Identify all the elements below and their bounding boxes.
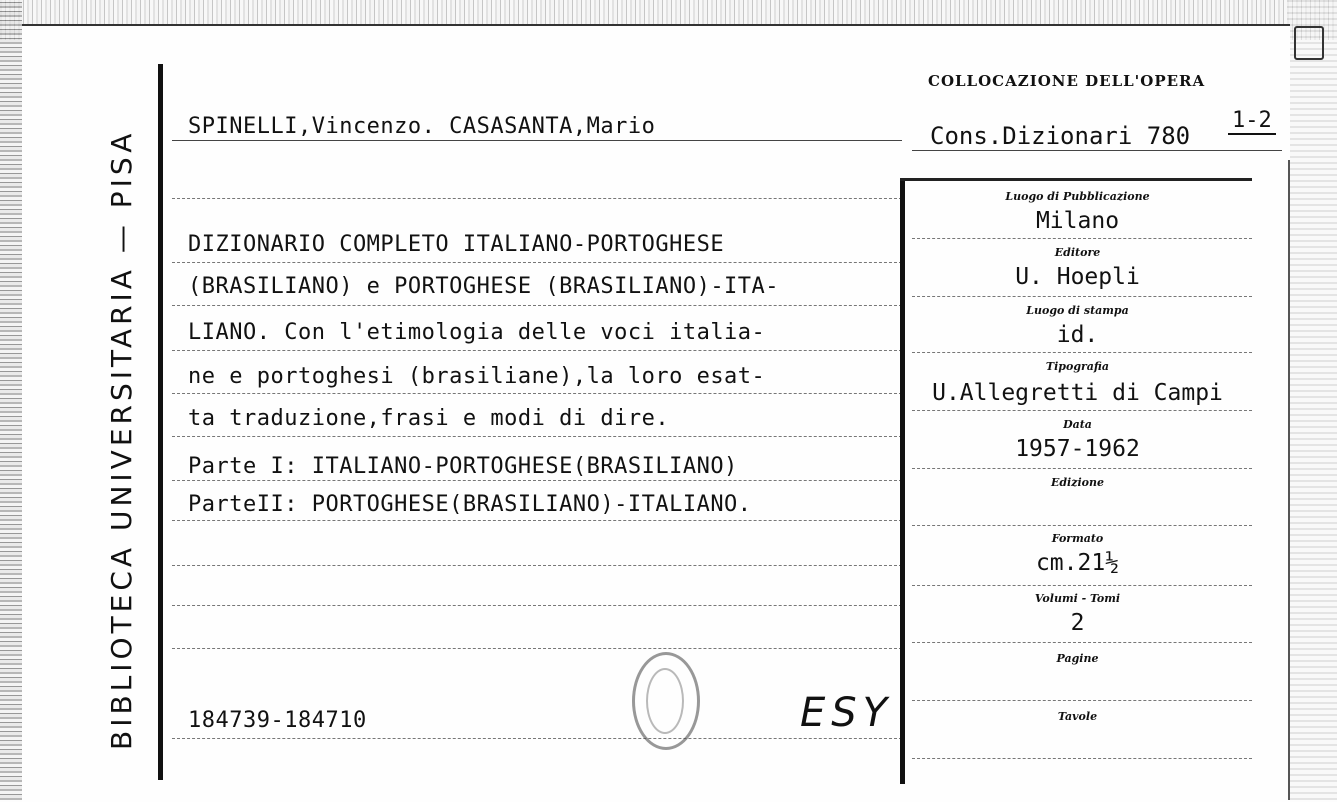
rule-12 [172,738,902,739]
tipografia-label: Tipografia [1045,360,1110,373]
box-rule-6 [912,525,1252,526]
rule-10 [172,605,902,606]
volumi-label: Volumi - Tomi [1034,592,1121,605]
volumi-value: 2 [1070,610,1085,636]
title-line-3: LIANO. Con l'etimologia delle voci italia- [188,320,766,345]
luogo-pubblicazione-value: Milano [1035,208,1120,234]
luogo-stampa-label: Luogo di stampa [1026,304,1129,317]
rule-5 [172,393,902,394]
rule-6 [172,436,902,437]
box-rule-9 [912,700,1252,701]
ink-stamp-inner [646,668,684,734]
title-line-6: Parte I: ITALIANO-PORTOGHESE(BRASILIANO) [188,454,738,479]
box-rule-1 [912,238,1252,239]
details-box-right-rule [1288,160,1290,800]
box-rule-10 [912,758,1252,759]
rule-8 [172,520,902,521]
title-line-1: DIZIONARIO COMPLETO ITALIANO-PORTOGHESE [188,232,725,257]
tipografia-value: U.Allegretti di Campi [932,380,1223,406]
title-line-4: ne e portoghesi (brasiliane),la loro esat- [188,364,766,389]
collocation-value: Cons.Dizionari 780 [930,122,1191,150]
inventory-numbers: 184739-184710 [188,708,367,733]
rule-3 [172,305,902,306]
left-margin-rule [158,64,163,780]
title-line-5: ta traduzione,frasi e modi di dire. [188,406,670,431]
pagine-label: Pagine [1056,652,1099,665]
box-rule-2 [912,296,1252,297]
rule-2 [172,262,902,263]
title-line-7: ParteII: PORTOGHESE(BRASILIANO)-ITALIANO. [188,492,752,517]
tavole-label: Tavole [1057,710,1098,723]
collocation-header: COLLOCAZIONE DELL'OPERA [928,72,1206,90]
edizione-label: Edizione [1050,476,1104,489]
editore-label: Editore [1054,246,1101,259]
rule-7 [172,480,902,481]
title-line-2: (BRASILIANO) e PORTOGHESE (BRASILIANO)-ITA- [188,274,780,299]
box-rule-4 [912,410,1252,411]
box-rule-8 [912,642,1252,643]
luogo-stampa-value: id. [1056,322,1099,348]
collocation-underline [912,150,1282,151]
card-clip [1294,26,1324,60]
collocation-volume-range: 1-2 [1228,108,1276,135]
editore-value: U. Hoepli [1015,264,1140,290]
formato-label: Formato [1051,532,1104,545]
scan-right-edge [1287,0,1337,800]
rule-4 [172,350,902,351]
library-side-label: BIBLIOTECA UNIVERSITARIA — PISA [105,129,138,750]
scan-left-edge [0,0,22,800]
formato-value: cm.21½ [1035,550,1120,576]
blank-rule-1 [172,198,902,199]
author-line: SPINELLI,Vincenzo. CASASANTA,Mario [188,114,656,139]
handwritten-mark: ESY [800,690,894,736]
luogo-pubblicazione-label: Luogo di Pubblicazione [1005,190,1150,203]
author-rule [172,140,902,141]
data-value: 1957-1962 [1015,436,1140,462]
details-box-top-rule [900,178,1252,181]
data-label: Data [1063,418,1092,431]
rule-11 [172,648,902,649]
box-rule-5 [912,468,1252,469]
box-rule-7 [912,585,1252,586]
box-rule-3 [912,352,1252,353]
rule-9 [172,565,902,566]
